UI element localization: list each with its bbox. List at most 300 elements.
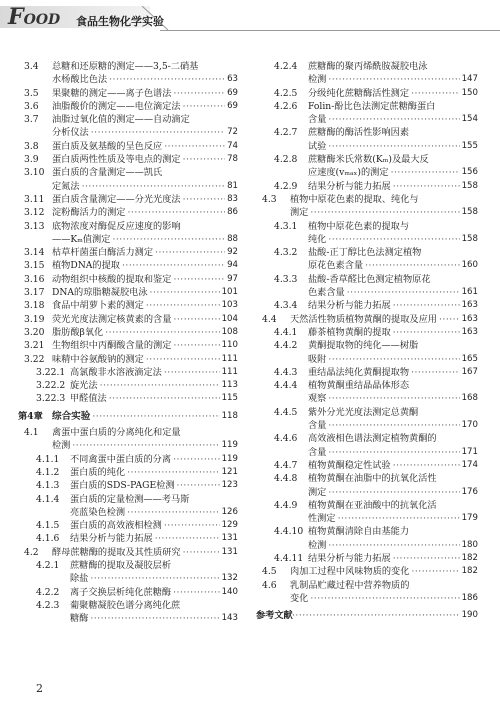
page-ref: 158 bbox=[461, 233, 478, 244]
toc-entry bbox=[256, 273, 478, 300]
toc-line bbox=[256, 486, 478, 499]
page-ref: 108 bbox=[221, 326, 238, 337]
toc-entry bbox=[18, 410, 238, 423]
leader-dots bbox=[328, 446, 459, 459]
toc-line bbox=[18, 206, 238, 219]
section-number: 4.2.7 bbox=[274, 127, 298, 139]
page-ref: 131 bbox=[221, 546, 238, 557]
page-ref: 170 bbox=[461, 420, 478, 431]
page-ref: 180 bbox=[461, 539, 478, 550]
section-number: 第4章 bbox=[18, 410, 43, 422]
leader-dots bbox=[128, 206, 226, 219]
page-ref: 101 bbox=[221, 287, 238, 298]
leader-dots bbox=[328, 392, 459, 405]
toc-line bbox=[18, 180, 238, 193]
page-ref: 78 bbox=[227, 154, 238, 165]
leader-dots bbox=[105, 326, 219, 339]
toc-line bbox=[18, 339, 238, 352]
section-title: 蛋白质的定量检测——考马斯 bbox=[70, 493, 190, 505]
header-divider-icon bbox=[140, 6, 170, 30]
section-number: 3.4 bbox=[24, 61, 39, 72]
section-title: 结果分析与能力拓展 bbox=[70, 533, 153, 545]
toc-entry bbox=[18, 453, 238, 466]
toc-line bbox=[256, 419, 478, 432]
leader-dots bbox=[393, 180, 460, 193]
leader-dots bbox=[391, 166, 460, 179]
header-rule bbox=[160, 30, 500, 31]
page-ref: 176 bbox=[461, 486, 478, 497]
section-title: 盐酸-香草醛比色测定植物原花 bbox=[308, 273, 431, 285]
page-ref: 103 bbox=[221, 300, 238, 311]
toc-line bbox=[256, 472, 478, 485]
section-title: 乳制品贮藏过程中营养物质的 bbox=[290, 579, 410, 591]
toc-line bbox=[18, 126, 238, 139]
section-number: 4.2.9 bbox=[274, 180, 298, 192]
toc-entry bbox=[18, 586, 238, 599]
toc-line bbox=[256, 193, 478, 206]
section-title: 定氮法 bbox=[52, 180, 80, 192]
leader-dots bbox=[328, 353, 459, 366]
section-title: 纯化 bbox=[308, 233, 327, 245]
section-title: 蛋白质及氨基酸的呈色反应 bbox=[52, 140, 163, 152]
section-title: 葡聚糖凝胶色谱分离纯化蔗 bbox=[70, 599, 181, 611]
section-title: 含量 bbox=[308, 420, 327, 432]
leader-dots bbox=[91, 126, 225, 139]
leader-dots bbox=[183, 100, 225, 113]
section-title: 植物黄酮重结晶晶体形态 bbox=[308, 380, 410, 392]
page-ref: 161 bbox=[461, 287, 478, 298]
section-title: 重结晶法纯化黄酮提取物 bbox=[308, 366, 410, 378]
section-number: 4.2.1 bbox=[36, 559, 60, 571]
page-ref: 118 bbox=[221, 410, 238, 421]
section-number: 4.4.2 bbox=[274, 340, 298, 352]
leader-dots bbox=[292, 609, 460, 622]
toc-line bbox=[18, 140, 238, 153]
page-ref: 190 bbox=[461, 610, 478, 621]
leader-dots bbox=[183, 193, 225, 206]
section-title: 分级纯化蔗糖酶活性测定 bbox=[308, 87, 410, 99]
section-title: 淀粉酶活力的测定 bbox=[52, 207, 126, 219]
page-ref: 168 bbox=[461, 393, 478, 404]
toc-entry bbox=[18, 339, 238, 352]
toc-entry bbox=[256, 126, 478, 153]
toc-line bbox=[18, 410, 238, 423]
section-number: 4.2.8 bbox=[274, 154, 298, 166]
toc-line bbox=[256, 432, 478, 445]
section-title: 测定 bbox=[290, 207, 309, 219]
section-title: 检测 bbox=[308, 539, 327, 551]
toc-entry bbox=[18, 479, 238, 492]
leader-dots bbox=[164, 140, 225, 153]
section-title: 不同禽蛋中蛋白质的分离 bbox=[70, 453, 172, 465]
toc-entry bbox=[18, 286, 238, 299]
section-title: ——Kₘ值测定 bbox=[52, 233, 111, 245]
toc-entry bbox=[18, 426, 238, 453]
section-title: 枯草杆菌蛋白酶活力测定 bbox=[52, 247, 154, 259]
section-title: 果聚糖的测定——离子色谱法 bbox=[52, 87, 172, 99]
food-logo: FOOD bbox=[8, 4, 61, 30]
leader-dots bbox=[393, 552, 460, 565]
toc-entry bbox=[18, 326, 238, 339]
toc-line bbox=[18, 532, 238, 545]
page-ref: 163 bbox=[461, 313, 478, 324]
toc-entry bbox=[18, 546, 238, 559]
leader-dots bbox=[328, 113, 459, 126]
section-title: 生物组织中丙酮酸含量的测定 bbox=[52, 340, 172, 352]
section-title: 甲醛值法 bbox=[70, 393, 107, 405]
toc-entry bbox=[18, 466, 238, 479]
section-number: 3.15 bbox=[24, 260, 45, 272]
toc-line bbox=[256, 180, 478, 193]
section-number: 3.21 bbox=[24, 340, 45, 352]
toc-entry bbox=[256, 366, 478, 379]
section-number: 4.1.2 bbox=[36, 466, 60, 478]
toc-line bbox=[18, 100, 238, 113]
toc-entry bbox=[256, 153, 478, 180]
toc-entry bbox=[18, 60, 238, 87]
section-number: 3.22.2 bbox=[36, 380, 66, 392]
toc-entry bbox=[18, 392, 238, 405]
leader-dots bbox=[72, 439, 219, 452]
toc-entry bbox=[18, 313, 238, 326]
leader-dots bbox=[310, 206, 459, 219]
section-title: 性测定 bbox=[308, 513, 336, 525]
section-number: 4.3.1 bbox=[274, 220, 298, 232]
section-title: 紫外分光光度法测定总黄酮 bbox=[308, 406, 419, 418]
toc-line bbox=[18, 220, 238, 233]
toc-line bbox=[18, 366, 238, 379]
leader-dots bbox=[183, 153, 225, 166]
section-title: 蛋白质含量测定——分光光度法 bbox=[52, 193, 181, 205]
toc-line bbox=[256, 206, 478, 219]
leader-dots bbox=[173, 453, 220, 466]
page-ref: 94 bbox=[227, 260, 238, 271]
toc-line bbox=[18, 299, 238, 312]
section-number: 3.13 bbox=[24, 220, 45, 232]
section-number: 4.4.6 bbox=[274, 433, 298, 445]
section-number: 4.4.5 bbox=[274, 406, 298, 418]
toc-entry bbox=[18, 206, 238, 219]
section-title: 离子交换层析纯化蔗糖酶 bbox=[70, 586, 172, 598]
leader-dots bbox=[90, 572, 219, 585]
section-title: DNA的琼脂糖凝胶电泳 bbox=[52, 287, 148, 299]
toc-line bbox=[18, 506, 238, 519]
page-ref: 72 bbox=[227, 127, 238, 138]
section-number: 4.2.4 bbox=[274, 61, 298, 72]
section-number: 3.16 bbox=[24, 273, 45, 285]
section-title: 含量 bbox=[308, 446, 327, 458]
toc-entry bbox=[256, 339, 478, 366]
section-number: 4.4.4 bbox=[274, 380, 298, 392]
toc-line bbox=[18, 273, 238, 286]
page-ref: 143 bbox=[221, 613, 238, 624]
section-number: 4.3.2 bbox=[274, 247, 298, 259]
section-title: 黄酮提取物的纯化——树脂 bbox=[308, 340, 419, 352]
toc-line bbox=[256, 286, 478, 299]
section-number: 3.12 bbox=[24, 207, 45, 219]
section-title: 蔗糖酶米氏常数(Kₘ)及最大反 bbox=[308, 154, 429, 166]
toc-entry bbox=[18, 532, 238, 545]
page-ref: 104 bbox=[221, 313, 238, 324]
toc-line bbox=[18, 153, 238, 166]
leader-dots bbox=[328, 419, 459, 432]
toc-line bbox=[18, 426, 238, 439]
toc-line bbox=[256, 73, 478, 86]
page-ref: 131 bbox=[221, 533, 238, 544]
section-title: 油脂过氧化值的测定——自动滴定 bbox=[52, 114, 190, 126]
section-title: 除盐 bbox=[70, 573, 89, 585]
section-number: 3.22.3 bbox=[36, 393, 66, 405]
section-number: 4.4.3 bbox=[274, 366, 298, 378]
toc-entry bbox=[256, 472, 478, 499]
section-title: 脂肪酸β氧化 bbox=[52, 326, 104, 338]
toc-line bbox=[256, 392, 478, 405]
toc-entry bbox=[18, 299, 238, 312]
page-ref: 86 bbox=[227, 207, 238, 218]
page-ref: 123 bbox=[221, 480, 238, 491]
page-ref: 119 bbox=[221, 440, 238, 451]
toc-line bbox=[18, 599, 238, 612]
toc-entry bbox=[256, 100, 478, 127]
section-number: 4.2.5 bbox=[274, 87, 298, 99]
leader-dots bbox=[328, 233, 459, 246]
page-ref: 174 bbox=[461, 459, 478, 470]
section-title: 蛋白质的含量测定——凯氏 bbox=[52, 167, 163, 179]
toc-line bbox=[18, 612, 238, 625]
page-ref: 165 bbox=[461, 353, 478, 364]
page-ref: 74 bbox=[227, 140, 238, 151]
page-ref: 147 bbox=[461, 74, 478, 85]
section-number: 3.14 bbox=[24, 247, 45, 259]
toc-line bbox=[256, 459, 478, 472]
section-title: 荧光光度法测定核黄素的含量 bbox=[52, 313, 172, 325]
toc-entry bbox=[256, 459, 478, 472]
section-title: 高效液相色谱法测定植物黄酮的 bbox=[308, 433, 437, 445]
toc-line bbox=[256, 326, 478, 339]
toc-entry bbox=[256, 299, 478, 312]
page-header bbox=[0, 0, 500, 34]
toc-entry bbox=[18, 153, 238, 166]
page-ref: 111 bbox=[221, 366, 238, 377]
section-number: 4.1.1 bbox=[36, 453, 60, 465]
section-title: 原花色素含量 bbox=[308, 260, 364, 272]
section-number: 3.22.1 bbox=[36, 366, 66, 378]
toc-entry bbox=[18, 493, 238, 520]
toc-line bbox=[256, 609, 478, 622]
toc-entry bbox=[256, 60, 478, 87]
leader-dots bbox=[393, 459, 460, 472]
toc-line bbox=[18, 233, 238, 246]
section-title: 植物黄酮在亚油酸中的抗氧化活 bbox=[308, 499, 437, 511]
toc-line bbox=[256, 126, 478, 139]
section-number: 3.18 bbox=[24, 300, 45, 312]
section-number: 4.4.9 bbox=[274, 499, 298, 511]
toc-entry bbox=[18, 259, 238, 272]
toc-line bbox=[256, 499, 478, 512]
section-number: 4.6 bbox=[262, 579, 277, 591]
section-number: 4.4.10 bbox=[274, 526, 304, 538]
leader-dots bbox=[92, 410, 219, 423]
section-number: 4.3 bbox=[262, 193, 277, 205]
section-title: 酵母蔗糖酶的提取及其性质研究 bbox=[52, 546, 181, 558]
section-title: 藤茶植物黄酮的提取 bbox=[308, 326, 391, 338]
page-ref: 119 bbox=[221, 453, 238, 464]
page-ref: 121 bbox=[221, 466, 238, 477]
leader-dots bbox=[173, 586, 220, 599]
toc-line bbox=[18, 246, 238, 259]
section-title: 蛋白质的纯化 bbox=[70, 466, 126, 478]
section-title: 植物中原花色素的提取、纯化与 bbox=[290, 193, 419, 205]
section-number: 4.2.2 bbox=[36, 586, 60, 598]
toc-line bbox=[18, 439, 238, 452]
page-ref: 160 bbox=[461, 260, 478, 271]
leader-dots bbox=[164, 366, 220, 379]
section-title: 检测 bbox=[308, 74, 327, 86]
section-title: 油脂酸价的测定——电位滴定法 bbox=[52, 100, 181, 112]
leader-dots bbox=[109, 392, 220, 405]
section-title: 旋光法 bbox=[70, 380, 98, 392]
toc-line bbox=[18, 326, 238, 339]
section-title: 变化 bbox=[290, 592, 309, 604]
leader-dots bbox=[173, 339, 219, 352]
section-title: 结果分析与能力拓展 bbox=[308, 300, 391, 312]
section-number: 3.20 bbox=[24, 326, 45, 338]
toc-entry bbox=[256, 609, 478, 622]
section-title: 总糖和还原糖的测定——3,5-二硝基 bbox=[52, 61, 199, 72]
page-ref: 156 bbox=[461, 167, 478, 178]
toc-line bbox=[256, 113, 478, 126]
toc-line bbox=[18, 572, 238, 585]
section-title: 食品中胡萝卜素的测定 bbox=[52, 300, 144, 312]
toc-entry bbox=[256, 313, 478, 326]
toc-entry bbox=[18, 353, 238, 366]
leader-dots bbox=[328, 486, 459, 499]
section-number: 4.3.3 bbox=[274, 273, 298, 285]
toc-entry bbox=[18, 113, 238, 140]
section-title: 试验 bbox=[308, 140, 327, 152]
section-title: 观察 bbox=[308, 393, 327, 405]
toc-entry bbox=[18, 599, 238, 626]
toc-entry bbox=[256, 552, 478, 565]
page-ref: 63 bbox=[227, 74, 238, 85]
section-number: 4.1 bbox=[24, 427, 39, 439]
toc-entry bbox=[256, 406, 478, 433]
toc-line bbox=[256, 299, 478, 312]
section-title: 植物黄酮稳定性试验 bbox=[308, 459, 391, 471]
section-title: 结果分析与能力拓展 bbox=[308, 180, 391, 192]
toc-line bbox=[18, 259, 238, 272]
page-ref: 163 bbox=[461, 326, 478, 337]
leader-dots bbox=[338, 512, 460, 525]
page-ref: 132 bbox=[221, 573, 238, 584]
page-ref: 171 bbox=[461, 446, 478, 457]
section-title: 植物DNA的提取 bbox=[52, 260, 120, 272]
toc-entry bbox=[18, 140, 238, 153]
page-ref: 92 bbox=[227, 247, 238, 258]
toc-entry bbox=[18, 166, 238, 193]
section-title: 蔗糖酶的聚丙烯酰胺凝胶电泳 bbox=[308, 61, 428, 72]
toc-entry bbox=[18, 559, 238, 586]
section-title: 分析仪法 bbox=[52, 127, 89, 139]
toc-line bbox=[256, 406, 478, 419]
toc-line bbox=[18, 353, 238, 366]
section-number: 4.2 bbox=[24, 546, 39, 558]
toc-entry bbox=[256, 87, 478, 100]
page-ref: 97 bbox=[227, 273, 238, 284]
leader-dots bbox=[328, 140, 459, 153]
leader-dots bbox=[183, 546, 220, 559]
page-ref: 129 bbox=[221, 520, 238, 531]
toc-line bbox=[18, 466, 238, 479]
section-number: 3.5 bbox=[24, 87, 39, 99]
leader-dots bbox=[411, 565, 459, 578]
section-title: 色素含量 bbox=[308, 287, 345, 299]
leader-dots bbox=[82, 180, 226, 193]
section-number: 4.4 bbox=[262, 313, 277, 325]
section-title: 高氯酸非水溶液滴定法 bbox=[70, 366, 162, 378]
section-number: 4.4.7 bbox=[274, 459, 298, 471]
section-title: 综合实验 bbox=[52, 410, 91, 422]
page-ref: 83 bbox=[227, 193, 238, 204]
toc-line bbox=[18, 479, 238, 492]
leader-dots bbox=[365, 259, 459, 272]
page-ref: 186 bbox=[461, 592, 478, 603]
toc-line bbox=[256, 87, 478, 100]
toc-line bbox=[18, 286, 238, 299]
leader-dots bbox=[127, 506, 219, 519]
page-ref: 110 bbox=[221, 340, 238, 351]
leader-dots bbox=[146, 299, 220, 312]
toc-entry bbox=[18, 220, 238, 247]
toc-line bbox=[256, 60, 478, 73]
toc-entry bbox=[18, 87, 238, 100]
leader-dots bbox=[155, 532, 220, 545]
section-number: 4.1.3 bbox=[36, 480, 60, 492]
page-ref: 111 bbox=[221, 353, 238, 364]
toc-entry bbox=[18, 273, 238, 286]
book-title: 食品生物化学实验 bbox=[76, 15, 164, 28]
toc-line bbox=[256, 379, 478, 392]
toc-line bbox=[18, 60, 238, 73]
leader-dots bbox=[393, 299, 460, 312]
toc-line bbox=[256, 539, 478, 552]
toc-line bbox=[256, 233, 478, 246]
toc-left-column bbox=[18, 60, 238, 625]
toc-line bbox=[256, 153, 478, 166]
leader-dots bbox=[127, 466, 219, 479]
toc-line bbox=[18, 87, 238, 100]
section-title: 含量 bbox=[308, 114, 327, 126]
toc-entry bbox=[256, 193, 478, 220]
section-number: 4.4.8 bbox=[274, 473, 298, 485]
toc-line bbox=[256, 353, 478, 366]
toc-line bbox=[256, 273, 478, 286]
toc-line bbox=[256, 166, 478, 179]
toc-entry bbox=[18, 246, 238, 259]
toc-line bbox=[18, 379, 238, 392]
section-number: 3.9 bbox=[24, 154, 39, 166]
leader-dots bbox=[173, 313, 219, 326]
toc-entry bbox=[256, 565, 478, 578]
section-title: 动物组织中核酸的提取和鉴定 bbox=[52, 273, 172, 285]
section-number: 3.17 bbox=[24, 287, 45, 299]
section-title: 亮蓝染色检测 bbox=[70, 506, 126, 518]
toc-entry bbox=[256, 326, 478, 339]
toc-entry bbox=[256, 525, 478, 552]
section-number: 参考文献 bbox=[256, 610, 293, 622]
page-ref: 158 bbox=[461, 180, 478, 191]
page-ref: 115 bbox=[221, 393, 238, 404]
